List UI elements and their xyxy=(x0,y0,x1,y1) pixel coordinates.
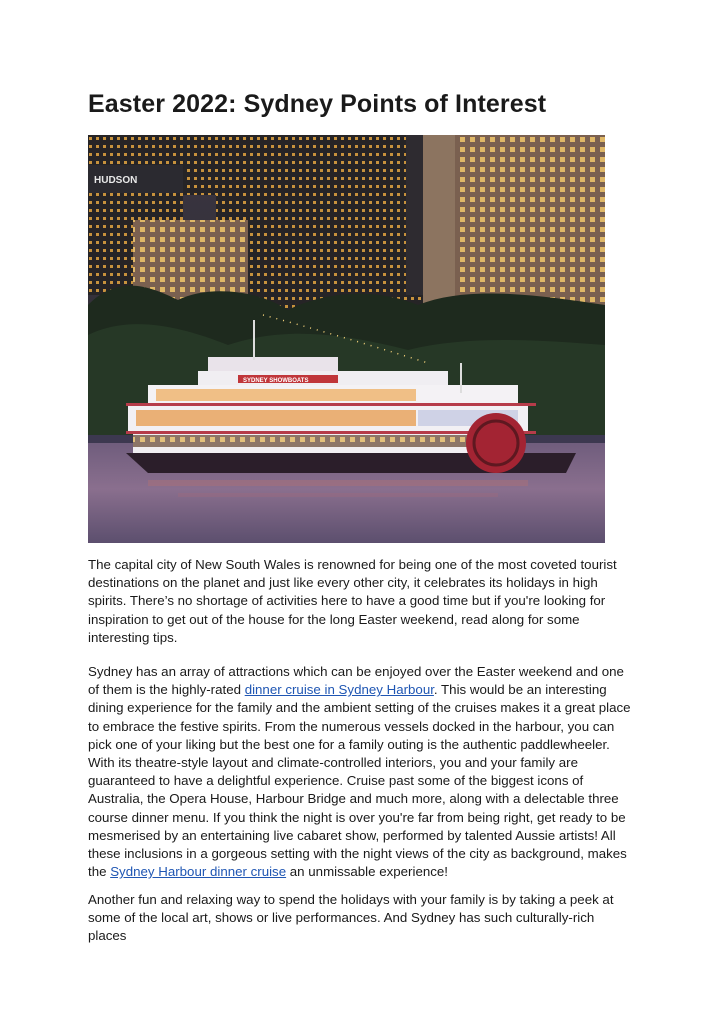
dinner-cruise-link[interactable]: dinner cruise in Sydney Harbour xyxy=(244,682,434,698)
hudson-sign-text: HUDSON xyxy=(94,175,138,186)
paragraph-intro xyxy=(88,556,636,647)
paragraph-local-art xyxy=(88,891,636,946)
paragraph-text-segment: . This would be an interesting dining experience for the family and the ambient setting of the cruises makes it a great place to embrace the festive spirits. From the numerous vessels docked in the harbour, you can pick one of your liking but the best one for a family outing is the authentic paddlewheeler. With its theatre-style layout and climate-controlled interiors, you and your family are guaranteed to have a delightful experience. Cruise past some of the biggest icons of Australia, the Opera House, Harbour Bridge and much more, along with a delectable three course dinner menu. If you think the night is over you're far from being right, get ready to be mesmerised by an entertaining live cabaret show, performed by talented Aussie artists! All these inclusions in a gorgeous setting with the night views of the city as background, makes the xyxy=(88,682,631,880)
sydney-showboat-photo xyxy=(88,135,605,543)
paragraph-text-segment: Sydney has an array of attractions which can be enjoyed over the Easter weekend and one of them is the highly-rated xyxy=(88,664,624,698)
paragraph-intro-text: The capital city of New South Wales is renowned for being one of the most coveted tourist destinations on the planet and just like every other city, it celebrates its holidays in high spirits. There’s no shortage of activities here to have a good time but if you're looking for inspiration to get out of the house for the long Easter weekend, read along for some interesting tips. xyxy=(88,557,617,645)
paragraph-dinner-cruise-text xyxy=(88,663,636,881)
paragraph-text-segment: an unmissable experience! xyxy=(286,864,448,880)
showboat-sign-text: SYDNEY SHOWBOATS xyxy=(243,378,309,384)
paragraph-local-art-text: Another fun and relaxing way to spend the holidays with your family is by taking a peek at some of the local art, shows or live performances. And Sydney has such culturally-rich places xyxy=(88,892,614,944)
paragraph-dinner-cruise xyxy=(88,663,636,881)
page-title: Easter 2022: Sydney Points of Interest xyxy=(88,90,547,118)
sydney-harbour-dinner-cruise-link[interactable]: Sydney Harbour dinner cruise xyxy=(110,864,287,880)
